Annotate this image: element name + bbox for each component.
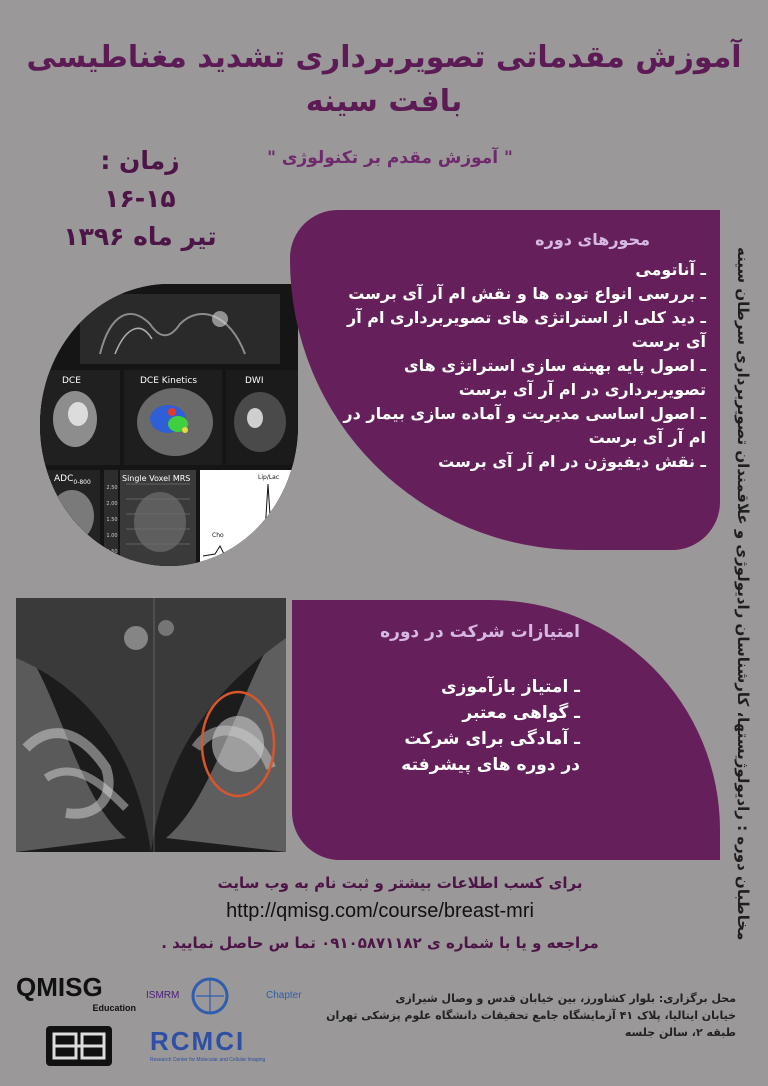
mri-label-liplac: Lip/Lac	[258, 474, 280, 481]
venue-line-1: محل برگزاری: بلوار کشاورز، بین خیابان قدس و وصال شیرازی	[395, 992, 736, 1005]
scale-tick: 1.50	[106, 517, 118, 523]
subtitle: " آموزش مقدم بر تکنولوژی "	[267, 148, 513, 168]
registration-link[interactable]: http://qmisg.com/course/breast-mri	[226, 900, 534, 922]
rcmci-logo-text: RCMCI	[150, 1026, 246, 1056]
ismrm-logo	[146, 976, 316, 1016]
chapter-logo-text: Chapter	[266, 990, 302, 1001]
mammogram-graphic	[16, 598, 286, 852]
mri-label-dwi: DWI	[245, 376, 264, 386]
audience-vertical-text: مخاطبان دوره : رادیولوژیستها، کارشناسان رادیولوژی و علاقمندان تصویربرداری سرطان سینه	[734, 246, 752, 940]
benefit-item: ـ آمادگی برای شرکت در دوره های پیشرفته	[401, 729, 580, 775]
mri-collage-graphic	[40, 284, 298, 566]
topics-list	[340, 258, 706, 474]
venue-address	[296, 990, 736, 1041]
scale-tick: 1.00	[106, 533, 118, 539]
mammogram-image	[16, 598, 286, 852]
topic-item: ـ اصول اساسی مدیریت و آماده سازی بیمار در ام آر آی برست	[343, 404, 706, 447]
mri-label-adc	[54, 474, 91, 486]
title-line-1: آموزش مقدماتی تصویربرداری تشدید مغناطیسی	[26, 40, 742, 75]
rcmci-logo	[150, 1026, 290, 1080]
topics-heading: محورهای دوره	[535, 230, 650, 249]
adc-subscript: 0-800	[73, 478, 91, 486]
time-month: تیر ماه ۱۳۹۶	[63, 222, 217, 251]
mri-label-dce: DCE	[62, 376, 81, 386]
topic-item: ـ نقش دیفیوژن در ام آر آی برست	[438, 452, 706, 471]
title-line-2: بافت سینه	[305, 84, 463, 119]
time-label: زمان :	[100, 146, 180, 175]
rcmci-logo-sub: Research Center for Molecular and Cellular Imaging	[150, 1057, 266, 1063]
more-info-text: برای کسب اطلاعات بیشتر و ثبت نام به وب سایت	[217, 874, 583, 892]
scale-tick: 0.50	[106, 549, 118, 555]
building-icon	[46, 1026, 112, 1066]
benefit-item: ـ امتیاز بازآموزی	[441, 677, 580, 697]
venue-line-3: طبقه ۲، سالن جلسه	[624, 1026, 736, 1039]
globe-icon	[190, 976, 230, 1016]
topic-item: ـ اصول پایه بهینه سازی استراتژی های تصویربرداری در ام آر آی برست	[403, 356, 706, 399]
mri-label-mrs: Single Voxel MRS	[122, 474, 191, 483]
scale-tick: 2.50	[106, 485, 118, 491]
qmisg-logo	[16, 972, 136, 1013]
time-days: ۱۶-۱۵	[104, 184, 176, 213]
mri-label-cho: Cho	[212, 532, 224, 539]
mri-label-dce-kinetics: DCE Kinetics	[140, 376, 198, 386]
topic-item: ـ آناتومی	[635, 260, 706, 279]
poster-title	[20, 36, 748, 124]
benefit-item: ـ گواهی معتبر	[462, 703, 580, 723]
mri-scale	[104, 480, 120, 560]
benefits-list	[390, 674, 580, 778]
scale-tick: 2.00	[106, 501, 118, 507]
contact-text: مراجعه و یا با شماره ی ۰۹۱۰۵۸۷۱۱۸۲ تما س حاصل نمایید .	[161, 934, 599, 952]
mri-collage-image	[40, 284, 298, 566]
adc-text: ADC	[54, 474, 74, 484]
qmisg-logo-text: QMISG	[16, 972, 103, 1002]
ismrm-logo-text: ISMRM	[146, 990, 180, 1001]
benefits-heading: امتیازات شرکت در دوره	[380, 622, 580, 642]
venue-line-2: خیابان ایتالیا، پلاک ۴۱ آزمایشگاه جامع تحقیقات دانشگاه علوم پزشکی تهران	[326, 1009, 736, 1022]
time-block	[40, 142, 240, 256]
topic-item: ـ بررسی انواع توده ها و نقش ام آر آی برست	[348, 284, 706, 303]
qmisg-logo-sub: Education	[92, 1003, 136, 1013]
topic-item: ـ دید کلی از استراتژی های تصویربرداری ام آر آی برست	[347, 308, 706, 351]
university-logo-icon	[46, 1026, 112, 1066]
